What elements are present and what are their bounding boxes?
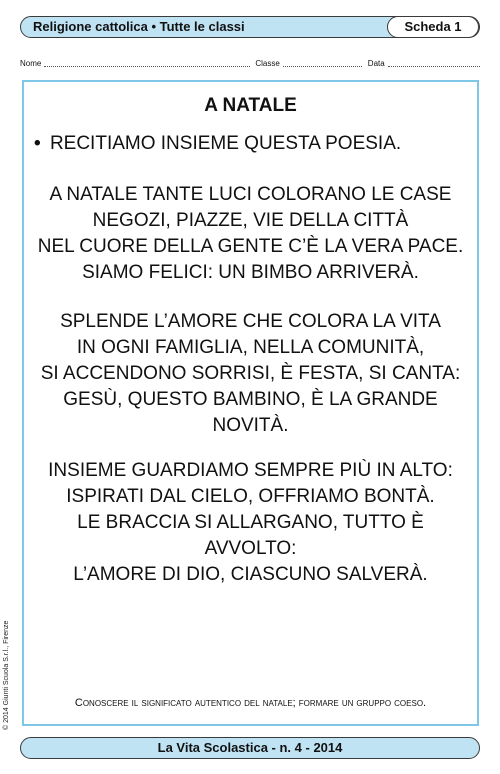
- poem-line: INSIEME GUARDIAMO SEMPRE PIÙ IN ALTO:: [48, 460, 453, 481]
- copyright-notice: [2, 620, 14, 730]
- poem-line: NEGOZI, PIAZZE, VIE DELLA CITTÀ: [92, 210, 409, 231]
- footer-text: La Vita Scolastica - n. 4 - 2014: [157, 740, 343, 755]
- poem-line: AVVOLTO:: [204, 538, 297, 559]
- data-label: Data: [367, 59, 385, 68]
- poem-line: SIAMO FELICI: UN BIMBO ARRIVERÀ.: [82, 262, 419, 283]
- instruction: [34, 132, 401, 156]
- nome-field[interactable]: [44, 58, 250, 67]
- poem-line: NEL CUORE DELLA GENTE C’È LA VERA PACE.: [37, 236, 464, 257]
- poem-line: LE BRACCIA SI ALLARGANO, TUTTO È: [77, 512, 424, 533]
- header-bar: [20, 16, 480, 38]
- classe-field[interactable]: [283, 58, 362, 67]
- nome-label: Nome: [20, 59, 42, 68]
- data-field[interactable]: [388, 58, 480, 67]
- poem-stanza-2: [24, 309, 477, 439]
- classe-label: Classe: [255, 59, 280, 68]
- poem-line: NOVITÀ.: [212, 415, 289, 436]
- poem-stanza-1: [24, 182, 477, 286]
- poem-line: L’AMORE DI DIO, CIASCUNO SALVERÀ.: [73, 564, 428, 585]
- poem-line: SPLENDE L’AMORE CHE COLORA LA VITA: [60, 311, 441, 332]
- poem-line: SI ACCENDONO SORRISI, È FESTA, SI CANTA:: [40, 363, 461, 384]
- header-title: Religione cattolica • Tutte le classi: [33, 19, 245, 34]
- worksheet-title: A NATALE: [204, 95, 297, 116]
- poem-stanza-3: [24, 458, 477, 588]
- bullet-icon: •: [34, 133, 41, 154]
- worksheet-frame: [22, 80, 479, 726]
- student-fields: [20, 57, 480, 69]
- poem-line: A NATALE TANTE LUCI COLORANO LE CASE: [49, 184, 452, 205]
- scheda-badge: Scheda 1: [387, 16, 479, 38]
- copyright-text: © 2014 Giunti Scuola S.r.l., Firenze: [3, 620, 10, 730]
- instruction-text: RECITIAMO INSIEME QUESTA POESIA.: [49, 133, 402, 154]
- poem-line: GESÙ, QUESTO BAMBINO, È LA GRANDE: [63, 389, 438, 410]
- poem-line: ISPIRATI DAL CIELO, OFFRIAMO BONTÀ.: [66, 486, 435, 507]
- learning-objective: Conoscere il significato autentico del natale; formare un gruppo coeso.: [74, 697, 427, 709]
- poem-line: IN OGNI FAMIGLIA, NELLA COMUNITÀ,: [76, 337, 425, 358]
- footer-bar: [20, 737, 480, 759]
